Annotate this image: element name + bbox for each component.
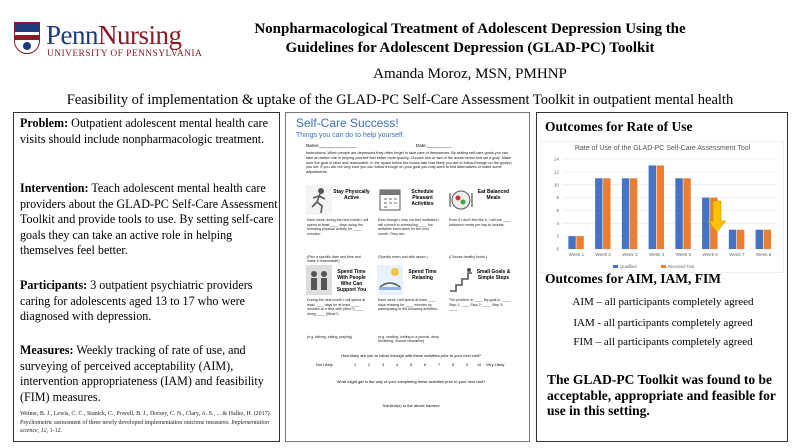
- rate-of-use-chart: [541, 141, 784, 273]
- bar-received-week-5: [683, 178, 690, 249]
- x-tick-label: Week 1: [568, 252, 585, 257]
- bar-received-week-8: [764, 230, 771, 249]
- relax-icon: [377, 265, 403, 295]
- bar-received-week-4: [657, 165, 664, 249]
- aim-result: AIM – all participants completely agreed: [572, 296, 754, 308]
- bar-received-week-7: [737, 230, 744, 249]
- bar-qualified-week-3: [622, 178, 629, 249]
- card-small-goals: Small Goals & Simple Steps The problem is: ____ My goal is: ____ Step 1: ____ Step 2: ____ Step 3: ____: [448, 265, 512, 345]
- y-tick-label: 12: [553, 169, 559, 175]
- problem-section: Problem: Outpatient adolescent mental health care visits should include nonpharmacologic treatment.: [20, 116, 268, 146]
- x-tick-label: Week 7: [729, 252, 745, 257]
- solutions-label: Solution(s) to the above barriers: [382, 403, 440, 408]
- form-date-field: Date:__________: [416, 143, 452, 148]
- likelihood-scale: Not Likely 1 2 3 4 5 6 7 8 9 10 Very Likely: [316, 363, 505, 367]
- card-relaxing: Spend Time Relaxing Each week I will spend at least ____ days relaxing for ____ minutes by participating in the following activities: (e.g. reading, writing in a journal, deep breathing, muscle relaxation): [377, 265, 441, 345]
- runner-icon: [306, 185, 332, 215]
- bar-qualified-week-1: [568, 236, 575, 249]
- meal-icon: [448, 185, 474, 215]
- card-pleasant-activities: Schedule Pleasant Activities Even though I may not feel motivated I will commit to scheduling ____ fun activities each week for the next month. They are: (Specify when and with whom.): [377, 185, 441, 265]
- x-tick-label: Week 6: [702, 252, 718, 257]
- author: Amanda Moroz, MSN, PMHNP: [373, 66, 567, 82]
- barriers-question: What might get in the way of your completing these activities prior to your next visit?: [336, 379, 486, 384]
- bar-qualified-week-4: [649, 165, 656, 249]
- bar-qualified-week-7: [729, 230, 736, 249]
- bar-received-week-1: [576, 236, 583, 249]
- reference: Weiner, B. J., Lewis, C. C., Stanick, C., Powell, B. J., Dorsey, C. N., Clary, A. S., ... & Halko, H. (2017). Psychometric assessment of three newly developed implementation outcome measures. Implementation science, 12, 1-12.: [20, 411, 272, 434]
- y-tick-label: 2: [556, 233, 559, 239]
- likelihood-question: How likely are you to follow through with these activities prior to your next visit?: [341, 353, 481, 358]
- form-name-field: Name:_______________: [306, 143, 357, 148]
- bar-qualified-week-8: [756, 230, 763, 249]
- iam-result: IAM - all participants completely agreed: [573, 317, 753, 329]
- left-panel: [13, 112, 280, 442]
- subtitle: Feasibility of implementation & uptake of the GLAD-PC Self-Care Assessment Toolkit in outpatient mental health: [66, 92, 734, 108]
- conclusion: The GLAD-PC Toolkit was found to be acceptable, appropriate and feasible for use in this setting.: [547, 372, 776, 418]
- shield-icon: [14, 22, 40, 54]
- chart-title: Rate of Use of the GLAD-PC Self-Care Assessment Tool: [574, 145, 751, 152]
- bar-received-week-2: [603, 178, 610, 249]
- right-panel: [536, 112, 788, 442]
- legend-received: Received Tool: [668, 264, 695, 269]
- y-tick-label: 10: [553, 182, 559, 188]
- poster-title: Nonpharmacological Treatment of Adolescent Depression Using the Guidelines for Adolescent Depression (GLAD-PC) Toolkit: [254, 21, 686, 56]
- bar-received-week-3: [630, 178, 637, 249]
- logo-name: PennNursing: [46, 20, 182, 50]
- y-tick-label: 0: [556, 246, 559, 252]
- measures-section: Measures: Weekly tracking of rate of use, and surveying of perceived acceptability (AIM), intervention appropriateness (IAM) and feasibility (FIM) measures.: [20, 343, 264, 404]
- x-tick-label: Week 5: [675, 252, 692, 257]
- x-tick-label: Week 8: [755, 252, 772, 257]
- people-icon: [306, 265, 332, 295]
- y-tick-label: 8: [556, 195, 559, 201]
- card-physically-active: Stay Physically Active Each week during the next month I will spend at least ____ days doing the following physical activity for ____ minutes: (Pick a specific date and time and make it reasonable!): [306, 185, 370, 265]
- fim-result: FIM – all participants completely agreed: [573, 336, 753, 348]
- x-tick-label: Week 4: [648, 252, 665, 257]
- card-support-people: Spend Time With People Who Can Support You During the next month I will spend at least ____ days for at least ____ minutes at a time with (Who?) ____ doing ____ (What?) (e.g. talking, eating, playing): [306, 265, 370, 345]
- form-instructions: Instructions: When people are depressed they often forget to take care of themselves. By setting self-care goals you can take an active role in helping yourself feel better more quickly. Choose one or two of the areas below and set a goal. Make sure the goal is clear and reasonable. In the space below the boxes rate how likely you are to follow through on the goal(s) you set. If you are not very sure you can follow through on your goal you may want to find alternatives or make some adjustments.: [306, 151, 512, 175]
- legend-qualified: Qualified: [620, 264, 637, 269]
- intervention-section: Intervention: Teach adolescent mental health care providers about the GLAD-PC Self-Care Assessment Toolkit and provide tools to use. By setting self-care goals they can take an active role in helping themselves feel better.: [20, 181, 278, 258]
- steps-icon: [448, 265, 474, 295]
- x-tick-label: Week 3: [622, 252, 638, 257]
- form-title: Self-Care Success!: [296, 116, 399, 130]
- penn-nursing-logo: [14, 22, 214, 62]
- logo-university: UNIVERSITY OF PENNSYLVANIA: [47, 49, 203, 59]
- form-subtitle: Things you can do to help yourself.: [296, 132, 405, 139]
- participants-section: Participants: 3 outpatient psychiatric providers caring for adolescents aged 13 to 17 who were diagnosed with depression.: [20, 278, 253, 324]
- bar-qualified-week-6: [702, 198, 709, 249]
- self-care-form: [285, 112, 530, 442]
- y-tick-label: 4: [556, 220, 559, 226]
- y-tick-label: 6: [556, 208, 559, 214]
- bar-qualified-week-5: [675, 178, 682, 249]
- rate-of-use-heading: Outcomes for Rate of Use: [545, 119, 693, 134]
- aim-iam-fim-heading: Outcomes for AIM, IAM, FIM: [545, 271, 721, 286]
- y-tick-label: 14: [553, 156, 559, 162]
- calendar-icon: [377, 185, 403, 215]
- bar-qualified-week-2: [595, 178, 602, 249]
- x-tick-label: Week 2: [595, 252, 611, 257]
- card-balanced-meals: Eat Balanced Meals Even if I don't feel like it, I will eat ____ balanced meals per day to include: (Choose healthy foods.): [448, 185, 512, 265]
